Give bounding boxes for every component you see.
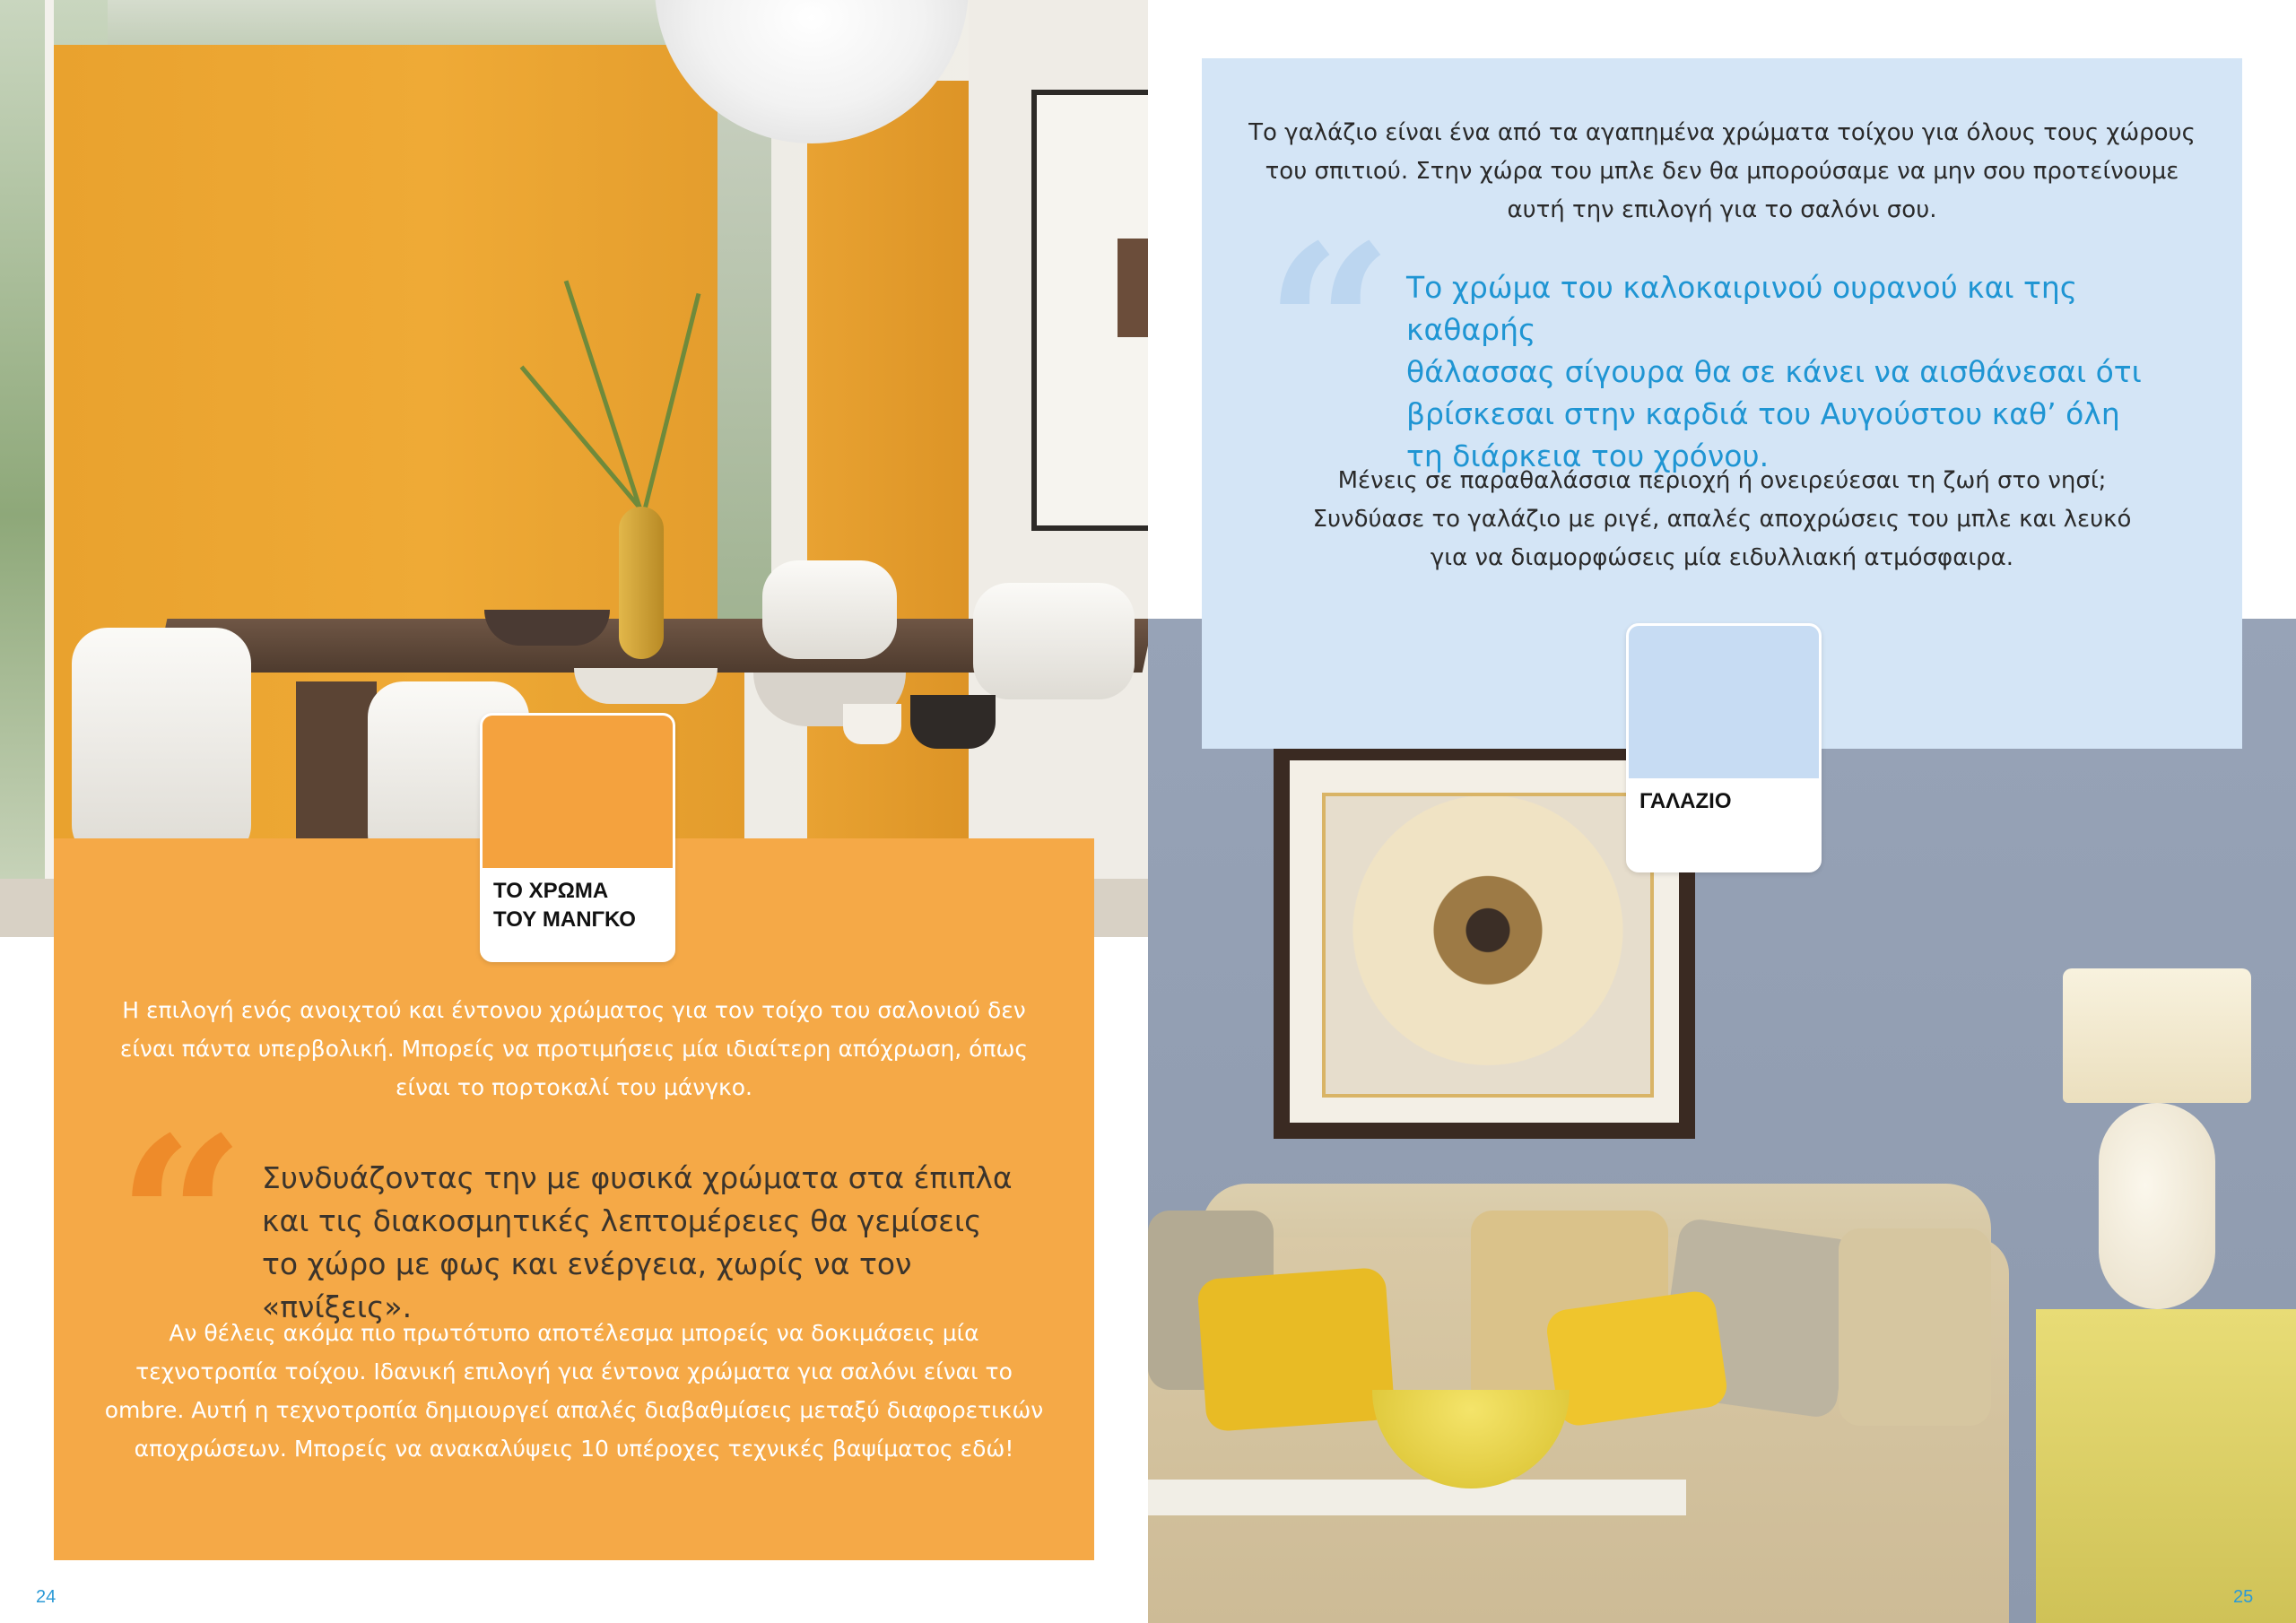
intro-line: του σπιτιού. Στην χώρα του μπλε δεν θα μπορούσαμε να μην σου προτείνουμε [1265,158,2179,185]
outro-line: Συνδύασε το γαλάζιο με ριγέ, απαλές αποχρώσεις του μπλε και λευκό [1312,506,2132,533]
intro-line: είναι πάντα υπερβολική. Μπορείς να προτιμήσεις μία ιδιαίτερη απόχρωση, όπως [119,1036,1029,1062]
quote-line: Το χρώμα του καλοκαιρινού ουρανού και της καθαρής [1406,270,2078,347]
quote-line: τη διάρκεια του χρόνου. [1406,438,1770,473]
pull-quote [262,1157,1051,1329]
quote-line: θάλασσας σίγουρα θα σε κάνει να αισθάνεσαι ότι [1406,354,2142,389]
window-middle [718,90,771,646]
art-mat [1290,760,1679,1123]
quote-icon: “ [117,1088,246,1351]
outro-line: τεχνοτροπία τοίχου. Ιδανική επιλογή για έντονα χρώματα για σαλόνι είναι το [135,1358,1013,1384]
wall-art [1031,90,1148,531]
right-page [1148,0,2296,1623]
outro-line: για να διαμορφώσεις μία ειδυλλιακή ατμόσφαιρα. [1430,544,2014,571]
quote-line: και τις διακοσμητικές λεπτομέρειες θα γεμίσεις [262,1203,982,1238]
cup [910,695,996,749]
swatch-color [1629,626,1819,778]
outro-paragraph [1220,462,2224,577]
chair [72,628,251,861]
cup [843,704,901,744]
mango-wall-right [807,81,969,888]
chair [762,560,897,659]
swatch-color [483,716,673,868]
light-blue-color-swatch [1626,623,1822,872]
coffee-table [1148,1480,1686,1515]
vase [619,507,664,659]
outro-line: αποχρώσεων. Μπορείς να ανακαλύψεις 10 υπέροχες τεχνικές βαψίματος εδώ! [134,1436,1014,1462]
swatch-label: ΤΟ ΧΡΩΜΑ ΤΟΥ ΜΑΝΓΚΟ [493,879,636,932]
bowl [484,610,610,646]
intro-line: αυτή την επιλογή για το σαλόνι σου. [1507,196,1937,223]
outro-line: ombre. Αυτή η τεχνοτροπία δημιουργεί απαλές διαβαθμίσεις μεταξύ διαφορετικών [104,1397,1044,1423]
chair [973,583,1135,699]
intro-line: Η επιλογή ενός ανοιχτού και έντονου χρώματος για τον τοίχο του σαλονιού δεν [122,997,1026,1023]
mango-color-swatch [480,713,675,962]
quote-line: το χώρο με φως και ενέργεια, χωρίς να τον «πνίξεις». [262,1246,912,1324]
lamp-base [2099,1103,2215,1309]
outro-line: Αν θέλεις ακόμα πιο πρωτότυπο αποτέλεσμα μπορείς να δοκιμάσεις μία [169,1320,979,1346]
page-number: 25 [2233,1587,2254,1607]
pillow [1544,1289,1729,1428]
outro-line: Μένεις σε παραθαλάσσια περιοχή ή ονειρεύεσαι τη ζωή στο νησί; [1337,467,2107,494]
pillow [1839,1228,1991,1426]
pillow [1196,1267,1395,1432]
side-table [2036,1309,2296,1623]
swatch-label: ΓΑΛΑΖΙΟ [1639,789,1732,813]
pull-quote [1406,266,2213,477]
lamp-shade [2063,968,2251,1103]
intro-line: είναι το πορτοκαλί του μάνγκο. [396,1074,752,1100]
intro-line: Το γαλάζιο είναι ένα από τα αγαπημένα χρώματα τοίχου για όλους τους χώρους [1248,119,2196,146]
quote-icon: “ [1265,195,1394,459]
flower-painting [1322,793,1654,1098]
bowl [574,668,718,704]
quote-line: βρίσκεσαι στην καρδιά του Αυγούστου καθ’ όλη [1406,396,2120,431]
outro-paragraph [72,1314,1076,1468]
quote-line: Συνδυάζοντας την με φυσικά χρώματα στα έπιπλα [262,1160,1013,1195]
page-number: 24 [36,1587,57,1607]
